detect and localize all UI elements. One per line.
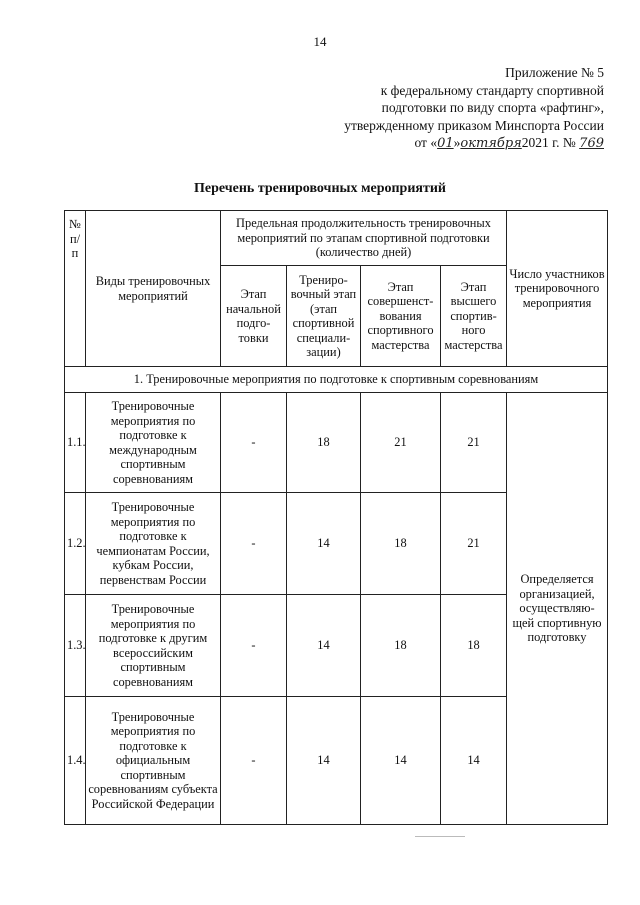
header-stage: Этап начальной подго-товки <box>221 266 287 367</box>
header-kinds: Виды тренировочных мероприятий <box>86 211 221 367</box>
row-value: 14 <box>287 697 361 825</box>
document-title: Перечень тренировочных мероприятий <box>194 181 446 196</box>
row-value: 14 <box>287 595 361 697</box>
header-count: Число участников тренировочного мероприятия <box>507 211 608 367</box>
section-row <box>65 367 608 393</box>
appendix-line: подготовки по виду спорта «рафтинг», <box>381 100 604 115</box>
row-value: 14 <box>441 697 507 825</box>
header-num: № п/п <box>65 211 86 367</box>
row-value: 14 <box>361 697 441 825</box>
row-kind: Тренировочные мероприятия по подготовке к международным спортивным соревнованиям <box>86 393 221 493</box>
section-title: 1. Тренировочные мероприятия по подготовке к спортивным соревнованиям <box>65 367 608 393</box>
header-stage: Этап высшего спортив-ного мастерства <box>441 266 507 367</box>
row-value: - <box>221 697 287 825</box>
date-mid: » <box>453 135 461 150</box>
row-kind: Тренировочные мероприятия по подготовке к чемпионатам России, кубкам России, первенствам России <box>86 493 221 595</box>
row-number: 1.4. <box>65 697 86 825</box>
row-value: 18 <box>441 595 507 697</box>
events-table <box>64 210 608 825</box>
date-prefix: от « <box>414 135 438 150</box>
appendix-title: Приложение № 5 <box>505 65 604 80</box>
row-value: 14 <box>287 493 361 595</box>
appendix-block <box>344 64 604 153</box>
table-row <box>65 393 608 493</box>
header-stage: Этап совершенст-вования спортивного мастерства <box>361 266 441 367</box>
scan-mark <box>415 836 465 837</box>
order-number: 769 <box>579 136 604 151</box>
row-value: - <box>221 393 287 493</box>
row-value: - <box>221 493 287 595</box>
row-number: 1.2. <box>65 493 86 595</box>
row-value: 21 <box>441 493 507 595</box>
row-value: 21 <box>441 393 507 493</box>
row-number: 1.3. <box>65 595 86 697</box>
date-day: 01 <box>437 136 454 151</box>
page-number: 14 <box>313 34 327 49</box>
row-value: 18 <box>287 393 361 493</box>
participants-note: Определяется организацией, осуществляю-щей спортивную подготовку <box>507 393 608 825</box>
row-value: 21 <box>361 393 441 493</box>
header-duration: Предельная продолжительность тренировочных мероприятий по этапам спортивной подготовки (количество дней) <box>221 211 507 266</box>
appendix-line: к федеральному стандарту спортивной <box>380 82 604 98</box>
appendix-date-line <box>344 134 604 153</box>
row-kind: Тренировочные мероприятия по подготовке к другим всероссийским спортивным соревнованиям <box>86 595 221 697</box>
header-stage: Трениро-вочный этап (этап спортивной специали-зации) <box>287 266 361 367</box>
row-value: 18 <box>361 595 441 697</box>
row-value: - <box>221 595 287 697</box>
date-month: октября <box>460 136 522 151</box>
date-year: 2021 г. № <box>521 135 576 150</box>
header-row <box>65 211 608 266</box>
appendix-line: утвержденному приказом Минспорта России <box>344 117 604 133</box>
row-kind: Тренировочные мероприятия по подготовке к официальным спортивным соревнованиям субъекта Российской Федерации <box>86 697 221 825</box>
row-number: 1.1. <box>65 393 86 493</box>
row-value: 18 <box>361 493 441 595</box>
